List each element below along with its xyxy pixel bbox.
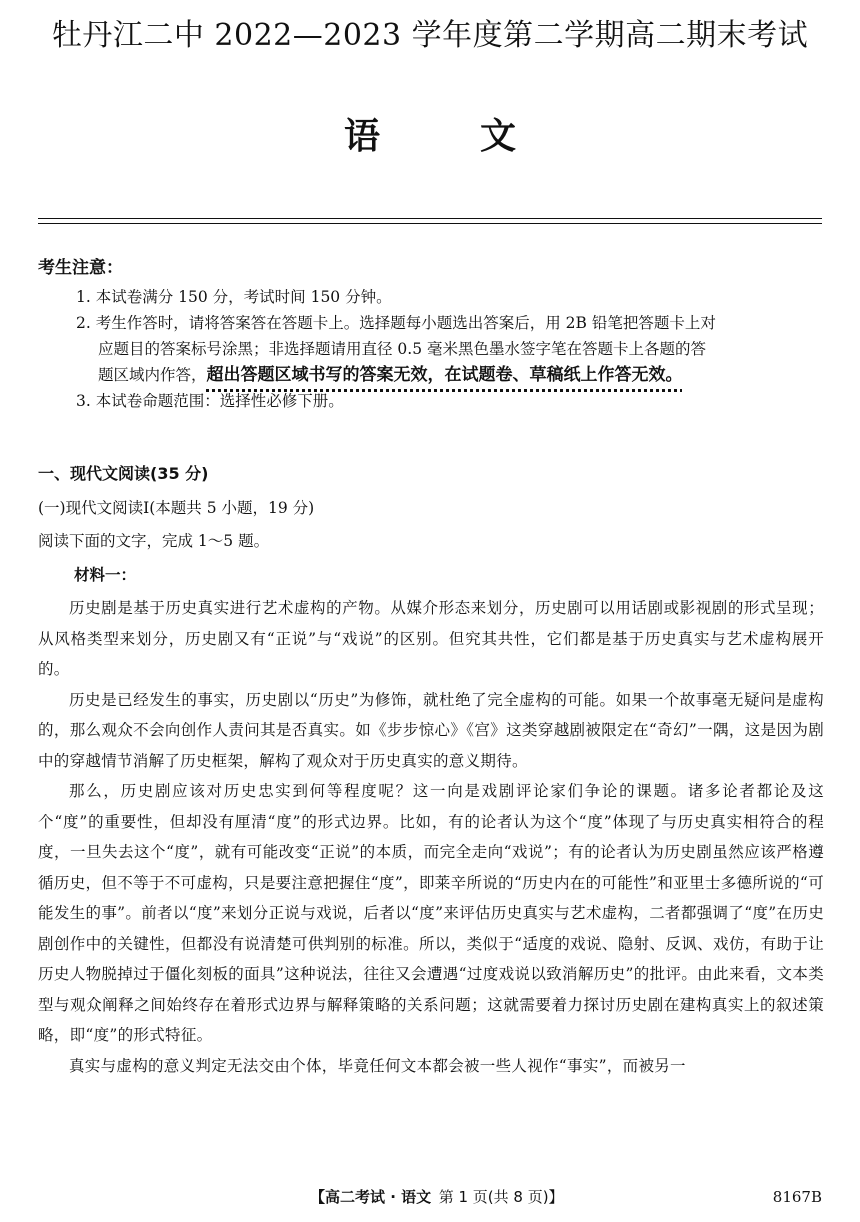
passage-paragraph-4: 真实与虚构的意义判定无法交由个体，毕竟任何文本都会被一些人视作“事实”，而被另一 — [69, 1056, 686, 1075]
notice-item-3: 3. 本试卷命题范围：选择性必修下册。 — [76, 392, 344, 410]
header-rule-top — [38, 218, 822, 219]
footer-label — [310, 1184, 564, 1210]
subsection-heading: (一)现代文阅读Ⅰ(本题共 5 小题，19 分) — [38, 499, 315, 517]
section-heading: 一、现代文阅读(35 分) — [38, 464, 209, 483]
notice-heading: 考生注意： — [38, 258, 123, 278]
notice-item-2-line-1: 2. 考生作答时，请将答案答在答题卡上。选择题每小题选出答案后，用 2B 铅笔把答题卡上对 — [76, 314, 716, 332]
passage — [38, 593, 824, 1081]
notice-list — [76, 284, 824, 414]
passage-paragraph-3: 那么，历史剧应该对历史忠实到何等程度呢？这一向是戏剧评论家们争论的课题。诸多论者都论及这个“度”的重要性，但却没有厘清“度”的形式边界。比如，有的论者认为这个“度”体现了与历史真实相符合的程度，一旦失去这个“度”，就有可能改变“正说”的本质，而完全走向“戏说”；有的论者认为历史剧虽然应该严格遵循历史，但不等于不可虚构，只是要注意把握住“度”，即莱辛所说的“历史内在的可能性”和亚里士多德所说的“可能发生的事”。前者以“度”来划分正说与戏说，后者以“度”来评估历史真实与艺术虚构，二者都强调了“度”在历史剧创作中的关键性，但都没有说清楚可供判别的标准。所以，类似于“适度的戏说、隐射、反讽、戏仿，有助于让历史人物脱掉过于僵化刻板的面具”这种说法，往往又会遭遇“过度戏说以致消解历史”的批评。由此来看，文本类型与观众阐释之间始终存在着形式边界与解释策略的关系问题；这就需要着力探讨历史剧在建构真实上的叙述策略，即“度”的形式特征。 — [38, 782, 824, 1044]
footer-page-info: 第 1 页(共 8 页)】 — [438, 1188, 564, 1206]
notice-item-2 — [76, 310, 824, 388]
header-rule-bottom — [38, 223, 822, 224]
notice-item-2-line-3 — [76, 362, 824, 388]
reading-instruction: 阅读下面的文字，完成 1～5 题。 — [38, 532, 270, 550]
material-label: 材料一： — [74, 566, 137, 584]
page-footer — [0, 1184, 860, 1210]
notice-item-2-line-3-text: 题区域内作答， — [98, 366, 207, 384]
notice-item-1: 1. 本试卷满分 150 分，考试时间 150 分钟。 — [76, 288, 392, 306]
exam-title: 牡丹江二中 2022—2023 学年度第二学期高二期末考试 — [51, 18, 809, 53]
footer-label-dot: · — [385, 1188, 402, 1206]
subject-title: 语文 — [343, 116, 616, 157]
footer-label-open: 【高二考试 — [310, 1188, 386, 1206]
footer-code: 8167B — [772, 1188, 822, 1206]
footer-label-subject: 语文 — [401, 1188, 432, 1206]
passage-paragraph-1: 历史剧是基于历史真实进行艺术虚构的产物。从媒介形态来划分，历史剧可以用话剧或影视剧的形式呈现；从风格类型来划分，历史剧又有“正说”与“戏说”的区别。但究其共性，它们都是基于历史真实与艺术虚构展开的。 — [38, 599, 824, 678]
passage-paragraph-2: 历史是已经发生的事实，历史剧以“历史”为修饰，就杜绝了完全虚构的可能。如果一个故事毫无疑问是虚构的，那么观众不会向创作人责问其是否真实。如《步步惊心》《宫》这类穿越剧被限定在“奇幻”一隅，这是因为剧中的穿越情节消解了历史框架，解构了观众对于历史真实的意义期待。 — [38, 690, 824, 770]
notice-item-2-line-2: 应题目的答案标号涂黑；非选择题请用直径 0.5 毫米黑色墨水签字笔在答题卡上各题的答 — [98, 340, 707, 358]
notice-emphasis: 超出答题区域书写的答案无效，在试题卷、草稿纸上作答无效。 — [206, 365, 683, 385]
